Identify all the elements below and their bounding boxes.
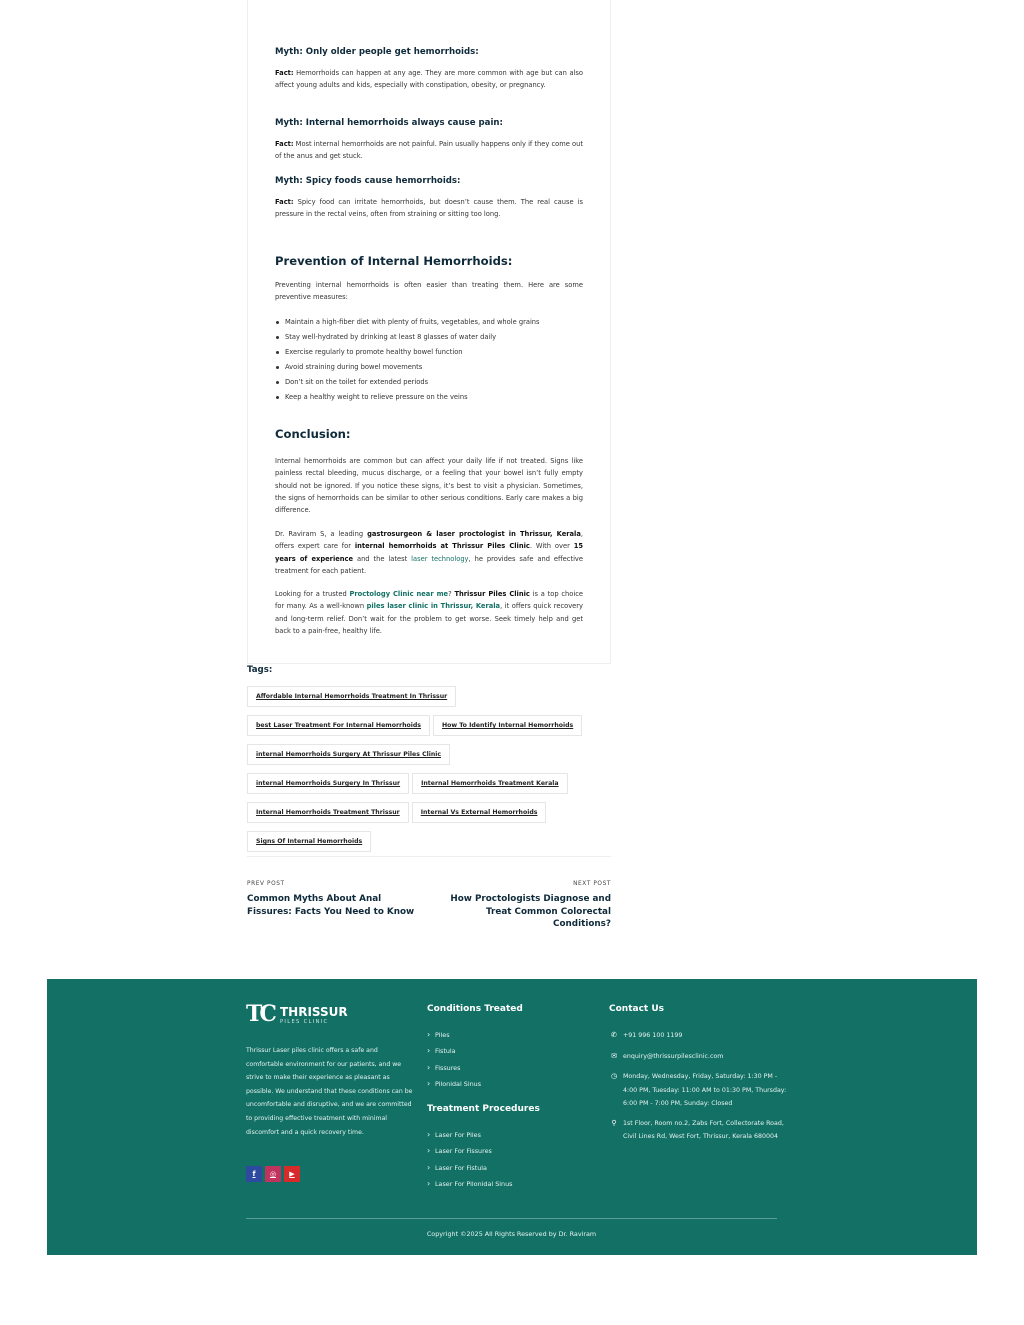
- doctor-paragraph: Dr. Raviram S, a leading gastrosurgeon & laser proctologist in Thrissur, Kerala, offers expert care for internal hemorrhoids at Thrissur Piles Clinic. With over 15 years of experience and the latest laser technology, he provides safe and effective treatment for each patient.: [275, 530, 583, 575]
- fact-text: Most internal hemorrhoids are not painful. Pain usually happens only if they come out of the anus and get stuck.: [275, 140, 583, 161]
- myth1-fact: [275, 67, 583, 92]
- tag-list: [247, 686, 611, 852]
- youtube-icon[interactable]: ▶: [284, 1166, 300, 1182]
- instagram-icon[interactable]: ◎: [265, 1166, 281, 1182]
- envelope-icon: ✉: [611, 1051, 617, 1060]
- list-item: Maintain a high-fiber diet with plenty of fruits, vegetables, and whole grains: [275, 315, 583, 330]
- facebook-icon[interactable]: f: [246, 1166, 262, 1182]
- prev-post-label: PREV POST: [247, 881, 285, 887]
- tags-title: Tags:: [247, 665, 273, 675]
- conclusion-paragraph: Internal hemorrhoids are common but can affect your daily life if not treated. Signs like painless rectal bleeding, mucus discharge, or a feeling that your bowel isn’t fully empty should not be ignored. If you notice these signs, it’s best to visit a physician. Sometimes, the signs of hemorrhoids can be similar to other serious conditions. Early care makes a big difference.: [275, 457, 583, 515]
- conditions-column: [427, 1003, 597, 1192]
- tag-link[interactable]: Internal Hemorrhoids Treatment Thrissur: [247, 802, 409, 823]
- contact-hours: ◷ Monday, Wednesday, Friday, Saturday: 1:30 PM - 4:00 PM, Tuesday: 11:00 AM to 01:30 PM, Thursday: 6:00 PM - 7:00 PM, Sunday: Closed: [610, 1072, 787, 1107]
- next-post-label: NEXT POST: [573, 881, 611, 887]
- logo-mark: TC: [246, 1001, 274, 1027]
- article-body: [247, 0, 611, 664]
- conclusion-heading: Conclusion:: [275, 427, 351, 441]
- prevention-intro: Preventing internal hemorrhoids is often easier than treating them. Here are some preventive measures:: [275, 281, 583, 302]
- piles-laser-clinic-link[interactable]: piles laser clinic in Thrissur, Kerala: [366, 602, 501, 611]
- map-pin-icon: ⚲: [611, 1118, 617, 1127]
- social-links: [246, 1166, 300, 1182]
- footer-link[interactable]: › Laser For Fissures: [427, 1143, 597, 1159]
- prev-post-title[interactable]: Common Myths About Anal Fissures: Facts You Need to Know: [247, 894, 415, 917]
- footer-link[interactable]: › Laser For Piles: [427, 1127, 597, 1143]
- footer-link[interactable]: › Fissures: [427, 1060, 597, 1076]
- list-item: Keep a healthy weight to relieve pressure on the veins: [275, 390, 583, 405]
- contact-phone[interactable]: ✆ +91 996 100 1199: [609, 1029, 789, 1043]
- footer-about: Thrissur Laser piles clinic offers a safe and comfortable environment for our patients, and we strive to make their experience as pleasant as possible. We understand that these conditions can be uncomfortable and disruptive, and we are committed to providing effective treatment with minimal discomfort and a quick recovery time.: [246, 1047, 413, 1136]
- list-item: Avoid straining during bowel movements: [275, 360, 583, 375]
- fact-label: Fact:: [275, 198, 294, 206]
- footer-link[interactable]: › Fistula: [427, 1043, 597, 1059]
- copyright: Copyright ©2025 All Rights Reserved by Dr. Raviram: [426, 1230, 597, 1238]
- next-post[interactable]: [441, 880, 611, 931]
- myth1-title: Myth: Only older people get hemorrhoids:: [275, 47, 479, 57]
- proctology-clinic-link[interactable]: Proctology Clinic near me: [349, 590, 449, 598]
- prevention-heading: Prevention of Internal Hemorrhoids:: [275, 254, 513, 268]
- clock-icon: ◷: [610, 1072, 618, 1080]
- myth3-title: Myth: Spicy foods cause hemorrhoids:: [275, 176, 461, 186]
- footer-link[interactable]: › Laser For Fistula: [427, 1160, 597, 1176]
- logo-name: THRISSUR: [280, 1005, 348, 1019]
- fact-label: Fact:: [275, 140, 294, 148]
- tag-link[interactable]: How To Identify Internal Hemorrhoids: [433, 715, 582, 736]
- contact-heading: Contact Us: [609, 1004, 665, 1014]
- clinic-paragraph: Looking for a trusted Proctology Clinic near me? Thrissur Piles Clinic is a top choice for many. As a well-known piles laser clinic in Thrissur, Kerala, it offers quick recovery and long-term relief. Don’t wait for the problem to get worse. Seek timely help and get back to a pain-free, healthy life.: [275, 590, 583, 635]
- tag-link[interactable]: Signs Of Internal Hemorrhoids: [247, 831, 371, 852]
- tag-link[interactable]: internal Hemorrhoids Surgery At Thrissur Piles Clinic: [247, 744, 450, 765]
- tag-link[interactable]: Affordable Internal Hemorrhoids Treatment In Thrissur: [247, 686, 456, 707]
- list-item: Don’t sit on the toilet for extended periods: [275, 375, 583, 390]
- footer-logo[interactable]: [246, 1001, 356, 1029]
- footer-link[interactable]: › Pilonidal Sinus: [427, 1076, 597, 1092]
- prevention-list: [275, 315, 583, 406]
- conditions-list: [427, 1027, 597, 1092]
- conditions-heading: Conditions Treated: [427, 1004, 523, 1014]
- footer-link[interactable]: › Piles: [427, 1027, 597, 1043]
- tag-link[interactable]: internal Hemorrhoids Surgery In Thrissur: [247, 773, 409, 794]
- site-footer: [47, 979, 977, 1255]
- contact-column: [609, 1001, 789, 1144]
- tag-link[interactable]: Internal Hemorrhoids Treatment Kerala: [412, 773, 567, 794]
- fact-label: Fact:: [275, 69, 294, 77]
- procedures-list: [427, 1127, 597, 1192]
- fact-text: Hemorrhoids can happen at any age. They are more common with age but can also affect young adults and kids, especially with constipation, obesity, or pregnancy.: [275, 69, 583, 90]
- list-item: Exercise regularly to promote healthy bowel function: [275, 345, 583, 360]
- tag-link[interactable]: Internal Vs External Hemorrhoids: [412, 802, 547, 823]
- post-nav-divider: [247, 856, 611, 857]
- footer-divider: [246, 1218, 777, 1219]
- prev-post[interactable]: [247, 880, 417, 918]
- tag-link[interactable]: best Laser Treatment For Internal Hemorrhoids: [247, 715, 430, 736]
- logo-subtitle: PILES CLINIC: [280, 1019, 329, 1025]
- next-post-title[interactable]: How Proctologists Diagnose and Treat Common Colorectal Conditions?: [450, 894, 611, 929]
- phone-icon: ✆: [611, 1031, 617, 1039]
- myth2-fact: [275, 138, 583, 163]
- contact-address: ⚲ 1st Floor, Room no.2, Zabs Fort, Collectorate Road, Civil Lines Rd, West Fort, Thrissur, Kerala 680004: [609, 1117, 789, 1144]
- myth3-fact: [275, 196, 583, 221]
- contact-email[interactable]: ✉ enquiry@thrissurpilesclinic.com: [609, 1050, 789, 1064]
- procedures-heading: Treatment Procedures: [427, 1104, 540, 1115]
- footer-link[interactable]: › Laser For Pilonidal Sinus: [427, 1176, 597, 1192]
- fact-text: Spicy food can irritate hemorrhoids, but doesn’t cause them. The real cause is pressure in the rectal veins, often from straining or sitting too long.: [275, 198, 583, 219]
- list-item: Stay well-hydrated by drinking at least 8 glasses of water daily: [275, 330, 583, 345]
- laser-technology-link[interactable]: laser technology: [411, 554, 469, 563]
- myth2-title: Myth: Internal hemorrhoids always cause pain:: [275, 118, 503, 128]
